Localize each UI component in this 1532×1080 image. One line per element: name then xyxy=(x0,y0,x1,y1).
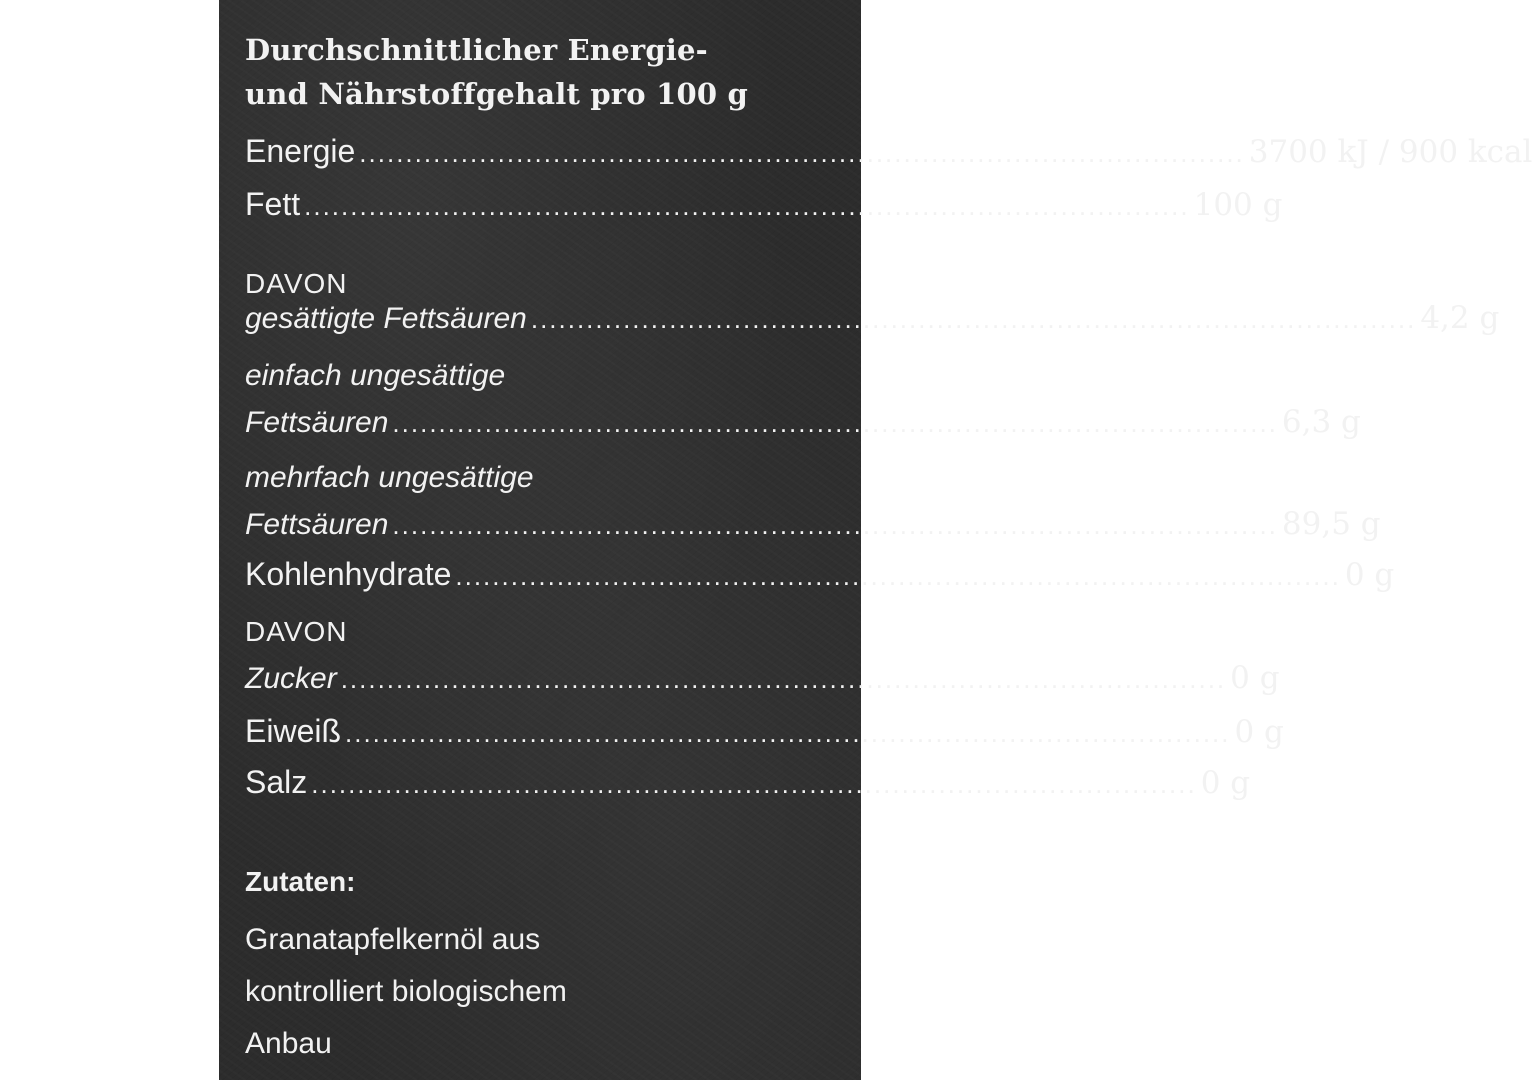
row-label: gesättigte Fettsäuren xyxy=(245,302,527,335)
row-value: 0 g xyxy=(1200,765,1251,801)
row-value: 100 g xyxy=(1193,187,1283,223)
mehrfach-ungesaettige-label: mehrfach ungesättige xyxy=(245,461,534,494)
row-eiweiss: Eiweiß ................................................................................................ 0 g xyxy=(245,713,1284,750)
row-value: 0 g xyxy=(1230,660,1280,696)
zutaten-line-3: Anbau xyxy=(245,1027,332,1060)
row-value: 6,3 g xyxy=(1281,404,1361,440)
row-value: 0 g xyxy=(1344,557,1395,593)
zutaten-line-2: kontrolliert biologischem xyxy=(245,975,567,1008)
row-label: Eiweiß xyxy=(245,713,342,749)
row-label: Fett xyxy=(245,186,301,222)
heading-line-2: und Nährstoffgehalt pro 100 g xyxy=(245,77,749,111)
row-gesaettigte-fettsaeuren: gesättigte Fettsäuren ................................................................................................ 4,2 g xyxy=(245,300,1500,336)
row-value: 4,2 g xyxy=(1420,300,1500,336)
row-label: Fettsäuren xyxy=(245,406,389,439)
davon-label: DAVON xyxy=(245,268,348,299)
row-label: Energie xyxy=(245,133,356,169)
heading-line-1: Durchschnittlicher Energie- xyxy=(245,33,708,67)
davon-label: DAVON xyxy=(245,616,348,647)
row-einfach-fettsaeuren: Fettsäuren ................................................................................................ 6,3 g xyxy=(245,404,1361,440)
row-value: 0 g xyxy=(1234,714,1284,750)
row-fett: Fett ................................................................................................ 100 g xyxy=(245,186,1283,223)
zutaten-title: Zutaten: xyxy=(245,866,356,897)
row-salz: Salz ................................................................................................ 0 g xyxy=(245,764,1251,801)
nutrition-heading xyxy=(245,28,845,116)
row-label: Salz xyxy=(245,764,308,800)
row-label: Fettsäuren xyxy=(245,508,389,541)
zutaten-line-1: Granatapfelkernöl aus xyxy=(245,923,541,956)
zutaten-text xyxy=(245,914,841,1070)
row-energie: Energie ................................................................................................ 3700 kJ / 900 kcal xyxy=(245,133,1532,170)
nutrition-label-board xyxy=(219,0,1532,1080)
row-kohlenhydrate: Kohlenhydrate ................................................................................................ 0 g xyxy=(245,556,1395,593)
row-value: 3700 kJ / 900 kcal xyxy=(1248,134,1532,170)
row-label: Zucker xyxy=(245,662,337,695)
row-label: Kohlenhydrate xyxy=(245,556,452,592)
row-zucker: Zucker ................................................................................................ 0 g xyxy=(245,660,1280,696)
row-mehrfach-fettsaeuren: Fettsäuren ................................................................................................ 89,5 g xyxy=(245,506,1381,542)
row-value: 89,5 g xyxy=(1281,506,1381,542)
einfach-ungesaettige-label: einfach ungesättige xyxy=(245,359,506,392)
